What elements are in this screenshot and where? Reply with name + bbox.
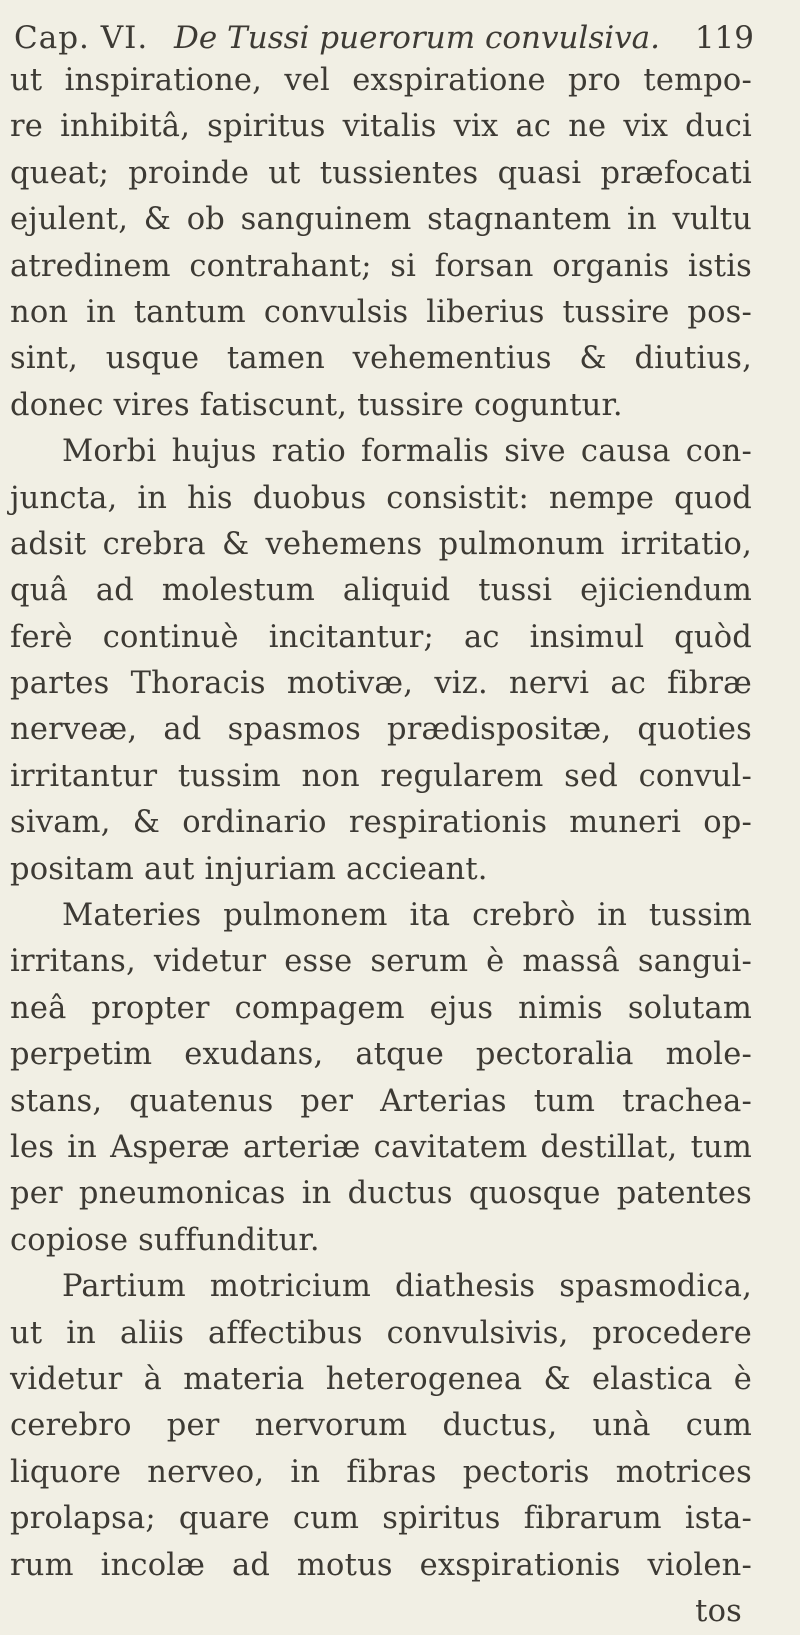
- text-line: quâ ad molestum aliquid tussi ejiciendum: [10, 573, 752, 609]
- text-line: re inhibitâ, spiritus vitalis vix ac ne vix duci: [10, 109, 752, 145]
- text-line: stans, quatenus per Arterias tum trachea-: [10, 1083, 752, 1119]
- text-line: neâ propter compagem ejus nimis solutam: [10, 990, 752, 1026]
- text-line: ferè continuè incitantur; ac insimul quòd: [10, 619, 752, 655]
- text-line: cerebro per nervorum ductus, unà cum: [10, 1408, 752, 1444]
- catchword: tos: [695, 1593, 742, 1629]
- text-line: irritans, videtur esse serum è massâ sangui-: [10, 944, 752, 980]
- body-text: [10, 58, 752, 1635]
- chapter-label: Cap. VI.: [14, 20, 149, 56]
- text-line: nerveæ, ad spasmos prædispositæ, quoties: [10, 712, 752, 748]
- text-line: rum incolæ ad motus exspirationis violen-: [10, 1547, 752, 1583]
- text-line: ut in aliis affectibus convulsivis, procedere: [10, 1315, 752, 1351]
- text-line: sint, usque tamen vehementius & diutius,: [10, 341, 752, 377]
- text-line: queat; proinde ut tussientes quasi præfocati: [10, 155, 752, 191]
- text-line: liquore nerveo, in fibras pectoris motrices: [10, 1454, 752, 1490]
- text-line: copiose suffunditur.: [10, 1222, 320, 1258]
- running-title: De Tussi puerorum convulsiva.: [174, 20, 661, 56]
- text-line: adsit crebra & vehemens pulmonum irritatio,: [10, 526, 752, 562]
- text-line: non in tantum convulsis liberius tussire pos-: [10, 294, 752, 330]
- text-line: ejulent, & ob sanguinem stagnantem in vultu: [10, 202, 752, 238]
- paragraph-start-line: Materies pulmonem ita crebrò in tussim: [62, 898, 752, 934]
- text-line: les in Asperæ arteriæ cavitatem destillat, tum: [10, 1129, 752, 1165]
- page-number: 119: [694, 20, 754, 56]
- text-line: atredinem contrahant; si forsan organis istis: [10, 248, 752, 284]
- text-line: perpetim exudans, atque pectoralia mole-: [10, 1037, 752, 1073]
- text-line: juncta, in his duobus consistit: nempe quod: [10, 480, 752, 516]
- text-line: donec vires fatiscunt, tussire coguntur.: [10, 387, 623, 423]
- text-line: irritantur tussim non regularem sed convul-: [10, 758, 752, 794]
- text-line: videtur à materia heterogenea & elastica è: [10, 1361, 752, 1397]
- text-line: prolapsa; quare cum spiritus fibrarum ista-: [10, 1501, 752, 1537]
- text-line: ut inspiratione, vel exspiratione pro tempo-: [10, 63, 752, 98]
- text-line: per pneumonicas in ductus quosque patentes: [10, 1176, 752, 1212]
- text-line: partes Thoracis motivæ, viz. nervi ac fibræ: [10, 666, 752, 702]
- text-line: sivam, & ordinario respirationis muneri op-: [10, 805, 752, 841]
- paragraph-start-line: Partium motricium diathesis spasmodica,: [62, 1269, 752, 1305]
- text-line: positam aut injuriam accieant.: [10, 851, 488, 887]
- paragraph-start-line: Morbi hujus ratio formalis sive causa con-: [62, 434, 752, 470]
- page-header: [14, 14, 754, 62]
